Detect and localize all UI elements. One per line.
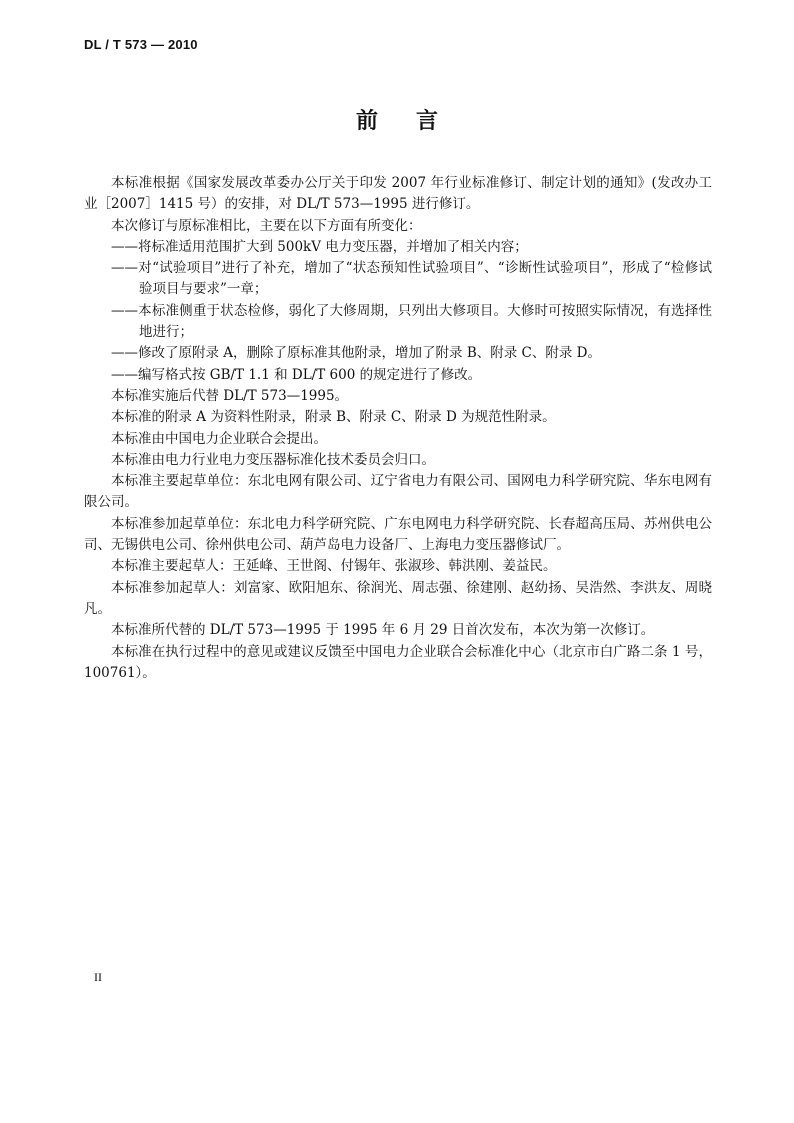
paragraph-changes-intro: 本次修订与原标准相比，主要在以下方面有所变化： bbox=[111, 217, 422, 234]
paragraph-main-drafters: 本标准主要起草人：王延峰、王世阁、付锡年、张淑珍、韩洪刚、姜益民。 bbox=[111, 558, 557, 575]
paragraph-replaces: 本标准实施后代替 DL/T 573—1995。 bbox=[111, 387, 349, 404]
change-item-annexes: ——修改了原附录 A，删除了原标准其他附录，增加了附录 B、附录 C、附录 D。 bbox=[111, 345, 601, 362]
paragraph-basis: 本标准根据《国家发展改革委办公厅关于印发 2007 年行业标准修订、制定计划的通知》(发改办工业［2007］1415 号）的安排，对 DL/T 573—1995 进行修订。 bbox=[84, 175, 712, 213]
paragraph-first-issue: 本标准所代替的 DL/T 573—1995 于 1995 年 6 月 29 日首次发布，本次为第一次修订。 bbox=[111, 622, 655, 639]
page-number: II bbox=[94, 970, 102, 984]
change-item-format: ——编写格式按 GB/T 1.1 和 DL/T 600 的规定进行了修改。 bbox=[111, 366, 482, 383]
paragraph-participating-units: 本标准参加起草单位：东北电力科学研究院、广东电网电力科学研究院、长春超高压局、苏州供电公司、无锡供电公司、徐州供电公司、葫芦岛电力设备厂、上海电力变压器修试厂。 bbox=[84, 515, 712, 554]
paragraph-centralized-by: 本标准由电力行业电力变压器标准化技术委员会归口。 bbox=[111, 451, 435, 468]
change-item-condition-maintenance: ——本标准侧重于状态检修，弱化了大修周期，只列出大修项目。大修时可按照实际情况，有选择性地进行； bbox=[111, 302, 712, 341]
page-title: 前言 bbox=[355, 108, 476, 134]
paragraph-proposed-by: 本标准由中国电力企业联合会提出。 bbox=[111, 430, 327, 447]
change-item-test-items: ——对“试验项目”进行了补充，增加了“状态预知性试验项目”、“诊断性试验项目”，形成了“检修试验项目与要求”一章； bbox=[111, 260, 712, 298]
document-code: DL / T 573 — 2010 bbox=[84, 37, 198, 52]
paragraph-main-drafting-units: 本标准主要起草单位：东北电网有限公司、辽宁省电力有限公司、国网电力科学研究院、华东电网有限公司。 bbox=[84, 473, 712, 511]
foreword-body bbox=[84, 173, 712, 684]
paragraph-annex-types: 本标准的附录 A 为资料性附录，附录 B、附录 C、附录 D 为规范性附录。 bbox=[111, 409, 556, 426]
paragraph-feedback: 本标准在执行过程中的意见或建议反馈至中国电力企业联合会标准化中心（北京市白广路二条 1 号，100761）。 bbox=[84, 643, 712, 681]
paragraph-participating-drafters: 本标准参加起草人：刘富家、欧阳旭东、徐润光、周志强、徐建刚、赵幼扬、吴浩然、李洪友、周晓凡。 bbox=[84, 579, 712, 617]
change-item-scope: ——将标准适用范围扩大到 500kV 电力变压器，并增加了相关内容； bbox=[111, 238, 528, 255]
